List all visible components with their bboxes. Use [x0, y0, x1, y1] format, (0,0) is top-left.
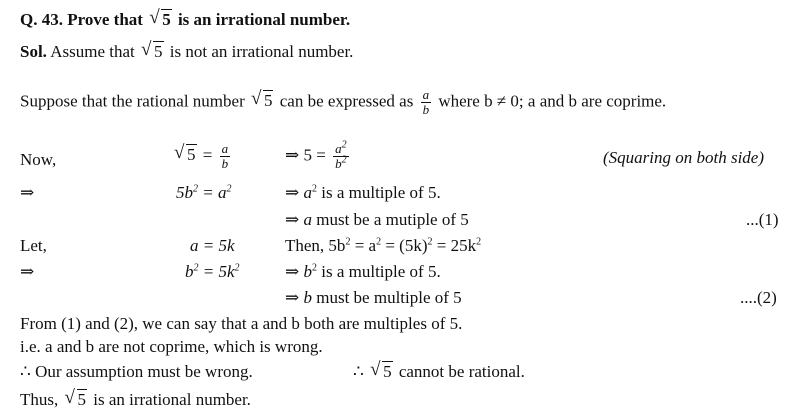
sqrt-5: √ 5: [251, 91, 274, 111]
suppose-text-mid: can be expressed as: [279, 91, 414, 111]
conclusion-line-3-left: ∴ Our assumption must be wrong.: [20, 362, 253, 381]
conclusion-line-4: Thus, √ 5 is an irrational number.: [20, 390, 251, 410]
sol-label: Sol.: [20, 42, 47, 61]
question-number: Q. 43.: [20, 10, 63, 29]
suppose-line: [20, 88, 666, 117]
sol-text-after: is not an irrational number.: [169, 42, 354, 61]
eq-b2-5k2: $b^2 = 5k^2$: [185, 262, 240, 281]
now-label: Now,: [20, 150, 57, 169]
squaring-note: (Squaring on both side): [603, 148, 765, 167]
now-equation: √ 5 = $\frac{a}{b}$: [172, 142, 233, 171]
sol-line: [20, 42, 353, 62]
sqrt-5: √ 5: [65, 390, 88, 410]
sol-text-before: Assume that: [50, 42, 135, 61]
sqrt-5: √ 5: [149, 10, 172, 30]
ref-2: ....(2): [740, 288, 777, 307]
eq-5b2-a2: $5b^2 = a^2$: [176, 183, 232, 202]
then-equation: Then, $5b^2 = a^2 = (5k)^2 = 25k^2$: [285, 236, 482, 255]
question-text-after: is an irrational number.: [177, 10, 351, 29]
fraction-a-over-b: $\frac{a}{b}$: [422, 87, 430, 117]
question-line: [20, 10, 350, 30]
conclusion-line-1: From (1) and (2), we can say that a and b both are multiples of 5.: [20, 314, 463, 333]
sqrt-5: √ 5: [141, 42, 164, 62]
suppose-text-before: Suppose that the rational number: [20, 91, 245, 111]
b-must-be-multiple: ⇒ b must be multiple of 5: [285, 288, 462, 307]
conclusion-line-2: i.e. a and b are not coprime, which is wrong.: [20, 337, 323, 356]
ref-1: ...(1): [746, 210, 779, 229]
sqrt-5: √ 5: [370, 362, 393, 382]
squared-equation: ⇒ 5 = $\frac{a^2}{b^2}$: [285, 139, 347, 171]
let-assignment: a = 5k: [190, 236, 235, 255]
b2-multiple-of-5: ⇒ $b^2$ is a multiple of 5.: [285, 262, 441, 281]
conclusion-line-3-right: ∴ √ 5 cannot be rational.: [353, 362, 525, 382]
implies-arrow: ⇒: [20, 262, 35, 281]
let-label: Let,: [20, 236, 47, 255]
question-text-before: Prove that: [67, 10, 143, 29]
implies-arrow: ⇒: [20, 183, 35, 202]
suppose-text-after: where b ≠ 0; a and b are coprime.: [438, 91, 667, 111]
sqrt-5: √ 5: [174, 145, 197, 165]
a-must-be-multiple: ⇒ a must be a mutiple of 5: [285, 210, 469, 229]
a2-multiple-of-5: ⇒ $a^2$ is a multiple of 5.: [285, 183, 441, 202]
